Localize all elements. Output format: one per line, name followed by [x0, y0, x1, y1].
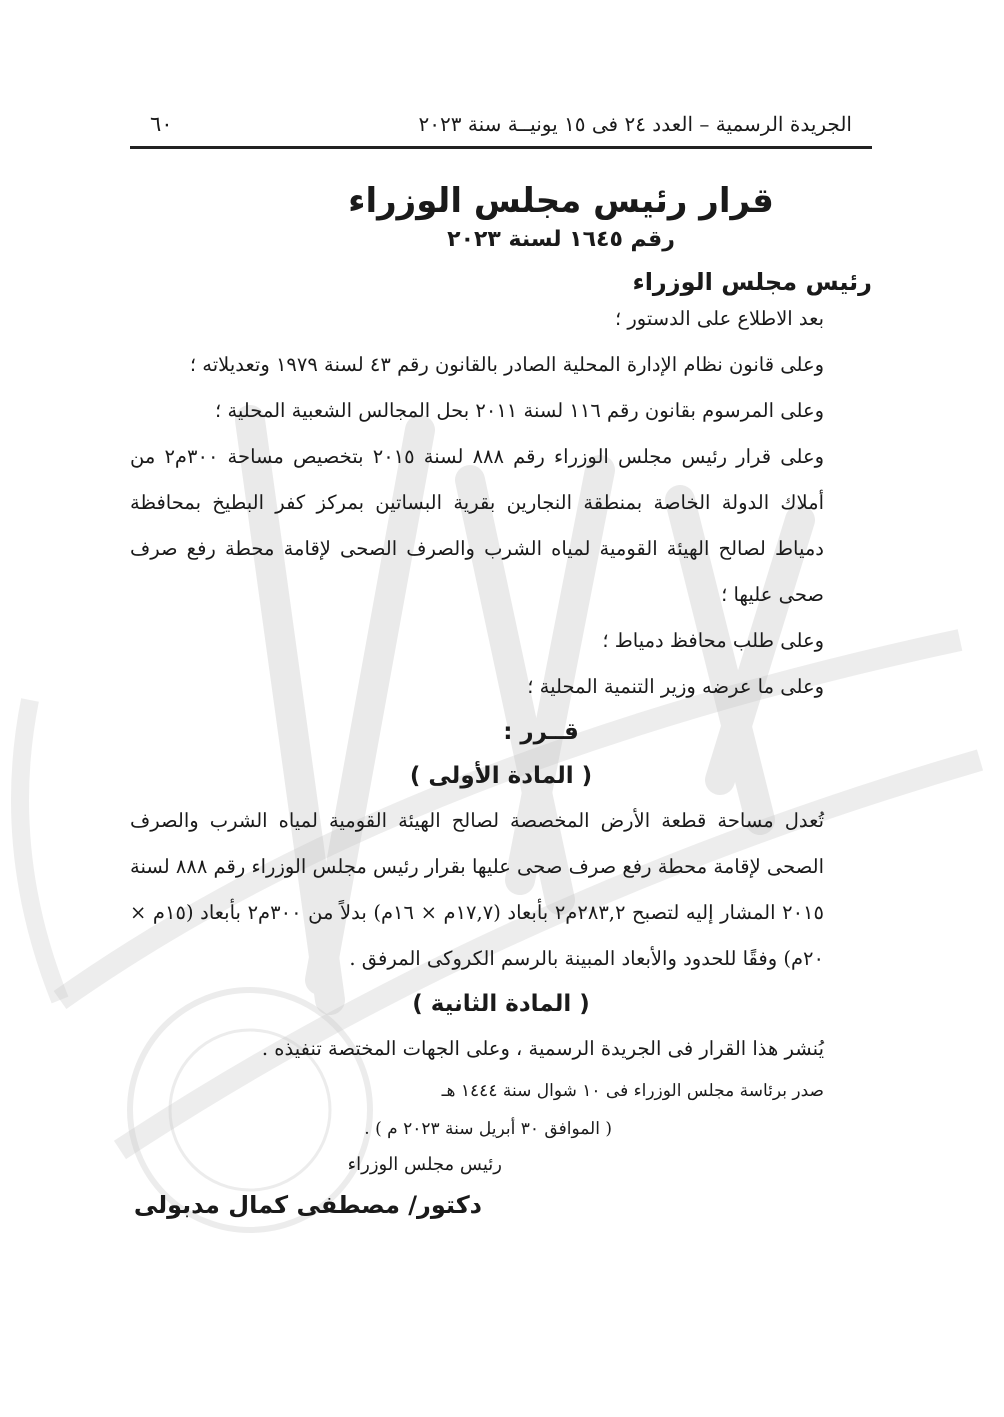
issued-date-gregorian: ( الموافق ٣٠ أبريل سنة ٢٠٢٣ م ) . — [364, 1119, 612, 1139]
signer-title: رئيس مجلس الوزراء — [347, 1154, 502, 1175]
issued-date-hijri: صدر برئاسة مجلس الوزراء فى ١٠ شوال سنة ١٤٤٤ هـ — [441, 1081, 824, 1101]
publication-line: الجريدة الرسمية – العدد ٢٤ فى ١٥ يونيــة سنة ٢٠٢٣ — [418, 112, 852, 136]
article-1-heading: ( المادة الأولى ) — [409, 763, 593, 789]
decree-title: قرار رئيس مجلس الوزراء — [348, 181, 774, 221]
page-number: ٦٠ — [150, 112, 173, 136]
article-2-heading: ( المادة الثانية ) — [412, 991, 590, 1017]
gazette-page — [130, 112, 872, 1219]
preamble-item: وعلى ما عرضه وزير التنمية المحلية ؛ — [527, 675, 824, 698]
preamble-item: وعلى المرسوم بقانون رقم ١١٦ لسنة ٢٠١١ بحل المجالس الشعبية المحلية ؛ — [215, 399, 824, 422]
preamble-item: وعلى طلب محافظ دمياط ؛ — [602, 629, 824, 652]
preamble-item: وعلى قانون نظام الإدارة المحلية الصادر بالقانون رقم ٤٣ لسنة ١٩٧٩ وتعديلاته ؛ — [189, 353, 824, 376]
preamble — [130, 296, 872, 710]
issuer-heading: رئيس مجلس الوزراء — [632, 268, 872, 296]
preamble-item: بعد الاطلاع على الدستور ؛ — [614, 307, 824, 330]
signer-name: دكتور/ مصطفى كمال مدبولى — [133, 1191, 482, 1219]
article-1-text: تُعدل مساحة قطعة الأرض المخصصة لصالح الهيئة القومية لمياه الشرب والصرف الصحى لإقامة محطة رفع صرف صحى عليها بقرار رئيس مجلس الوزراء رقم ٨٨٨ لسنة ٢٠١٥ المشار إليه لتصبح ٢٨٣,٢م٢ بأبعاد (١٧,٧م × ١٦م) بدلاً من ٣٠٠م٢ بأبعاد (١٥م × ٢٠م) وفقًا للحدود والأبعاد المبينة بالرسم الكروكى المرفق . — [130, 809, 825, 970]
decree-number: رقم ١٦٤٥ لسنة ٢٠٢٣ — [447, 227, 675, 252]
article-2-text: يُنشر هذا القرار فى الجريدة الرسمية ، وعلى الجهات المختصة تنفيذه . — [261, 1037, 824, 1060]
preamble-item: وعلى قرار رئيس مجلس الوزراء رقم ٨٨٨ لسنة ٢٠١٥ بتخصيص مساحة ٣٠٠م٢ من أملاك الدولة الخاصة بمنطقة النجارين بقرية البساتين بمركز كفر البطيخ بمحافظة دمياط لصالح الهيئة القومية لمياه الشرب والصرف الصحى لإقامة محطة رفع صرف صحى عليها ؛ — [130, 445, 824, 606]
decides-heading: قــرر : — [503, 719, 579, 745]
page-header — [130, 112, 872, 149]
